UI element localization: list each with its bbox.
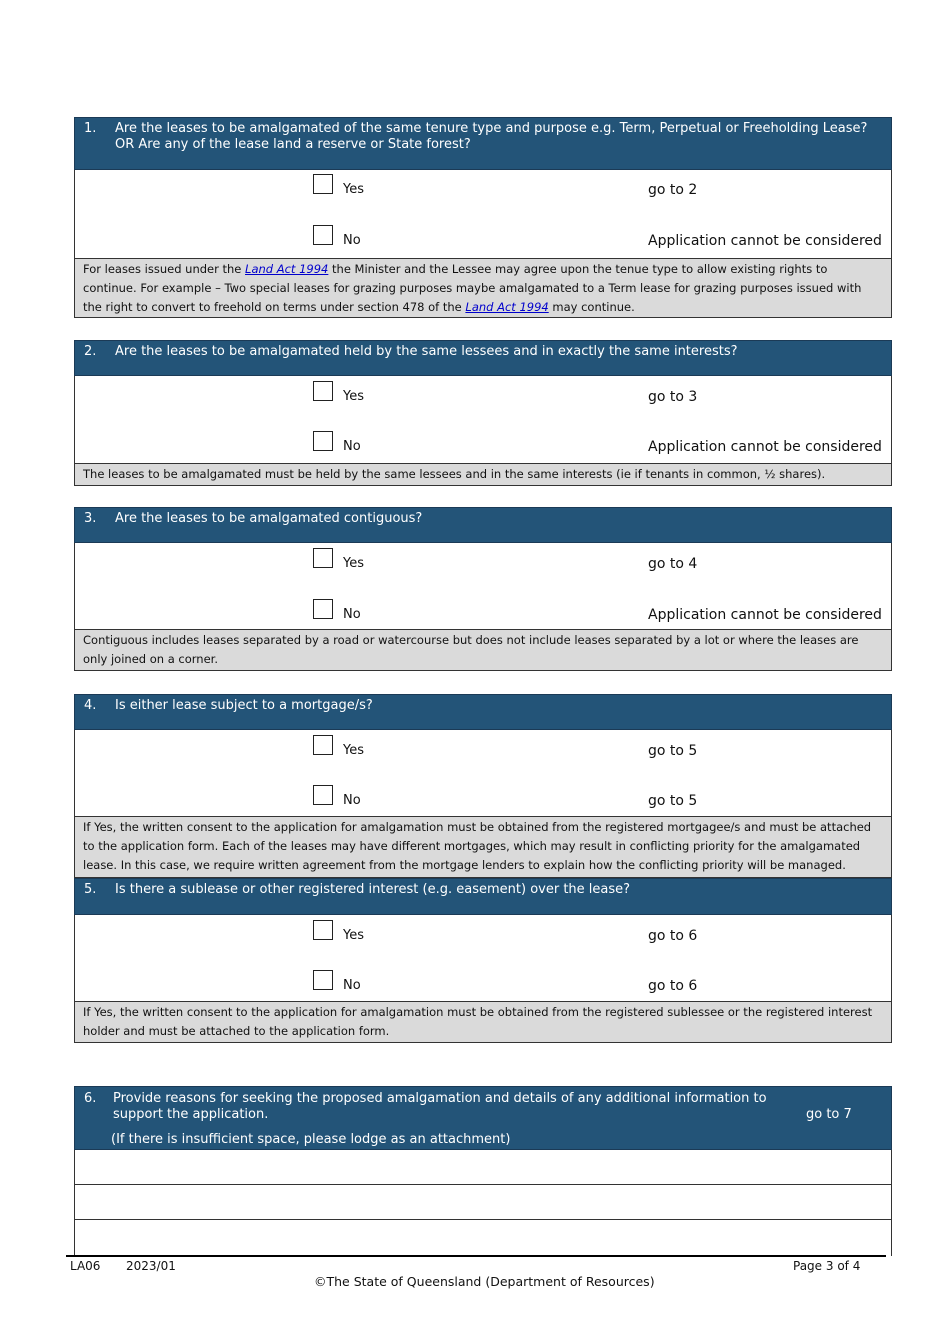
question-number: 1.	[84, 121, 97, 136]
yes-action: go to 4	[648, 556, 698, 572]
question-4	[74, 694, 892, 878]
yes-checkbox[interactable]	[313, 548, 333, 568]
answer-line-2[interactable]	[74, 1185, 892, 1220]
footer-form-code: LA06	[70, 1259, 101, 1273]
question-6-subtext: (If there is insufficient space, please lodge as an attachment)	[111, 1132, 511, 1147]
question-5-header	[74, 878, 892, 915]
option-yes	[75, 174, 891, 200]
question-3-header	[74, 507, 892, 543]
question-2	[74, 340, 892, 486]
no-label: No	[343, 793, 361, 808]
no-checkbox[interactable]	[313, 599, 333, 619]
question-number: 3.	[84, 511, 97, 526]
option-no	[75, 431, 891, 457]
question-4-header	[74, 694, 892, 730]
footer-page-number: Page 3 of 4	[793, 1259, 861, 1273]
option-yes	[75, 735, 891, 761]
no-action: Application cannot be considered	[648, 607, 882, 623]
question-1-header	[74, 117, 892, 170]
yes-label: Yes	[343, 182, 364, 197]
question-text: Is either lease subject to a mortgage/s?	[115, 698, 373, 713]
no-checkbox[interactable]	[313, 970, 333, 990]
yes-action: go to 6	[648, 928, 698, 944]
question-5	[74, 878, 892, 1043]
question-1	[74, 117, 892, 318]
no-checkbox[interactable]	[313, 225, 333, 245]
land-act-link[interactable]: Land Act 1994	[465, 300, 549, 314]
question-1-options	[74, 170, 892, 258]
no-action: Application cannot be considered	[648, 233, 882, 249]
land-act-link[interactable]: Land Act 1994	[245, 262, 329, 276]
question-5-note: If Yes, the written consent to the application for amalgamation must be obtained from the registered sublessee or the registered interest holder and must be attached to the application form.	[74, 1001, 892, 1043]
answer-line-3[interactable]	[74, 1220, 892, 1256]
no-label: No	[343, 233, 361, 248]
question-text: Are the leases to be amalgamated contiguous?	[115, 511, 423, 526]
question-text: Are the leases to be amalgamated of the same tenure type and purpose e.g. Term, Perpetual or Freeholding Lease? OR Are any of the lease land a reserve or State forest?	[115, 121, 868, 152]
question-3	[74, 507, 892, 671]
question-5-options	[74, 915, 892, 1001]
question-2-note: The leases to be amalgamated must be held by the same lessees and in the same interests (ie if tenants in common, ½ shares).	[74, 463, 892, 486]
question-6-action: go to 7	[806, 1107, 852, 1122]
yes-action: go to 2	[648, 182, 698, 198]
no-action: go to 6	[648, 978, 698, 994]
yes-checkbox[interactable]	[313, 920, 333, 940]
no-label: No	[343, 439, 361, 454]
question-4-note: If Yes, the written consent to the application for amalgamation must be obtained from the registered mortgagee/s and must be attached to the application form. Each of the leases may have different mortgages, which may result in conflicting priority for the amalgamated lease. In this case, we require written agreement from the mortgage lenders to explain how the conflicting priority will be managed.	[74, 816, 892, 878]
footer-copyright: ©The State of Queensland (Department of Resources)	[314, 1274, 655, 1289]
option-no	[75, 785, 891, 811]
question-3-note: Contiguous includes leases separated by a road or watercourse but does not include leases separated by a lot or where the leases are only joined on a corner.	[74, 629, 892, 671]
question-6	[74, 1086, 892, 1256]
option-yes	[75, 548, 891, 574]
question-2-header	[74, 340, 892, 376]
yes-checkbox[interactable]	[313, 381, 333, 401]
footer-version: 2023/01	[126, 1259, 176, 1273]
option-yes	[75, 381, 891, 407]
yes-label: Yes	[343, 928, 364, 943]
yes-label: Yes	[343, 389, 364, 404]
question-text: Is there a sublease or other registered interest (e.g. easement) over the lease?	[115, 882, 631, 897]
option-no	[75, 599, 891, 625]
yes-checkbox[interactable]	[313, 735, 333, 755]
yes-action: go to 3	[648, 389, 698, 405]
yes-checkbox[interactable]	[313, 174, 333, 194]
no-label: No	[343, 978, 361, 993]
question-3-options	[74, 543, 892, 629]
option-yes	[75, 920, 891, 946]
question-number: 4.	[84, 698, 97, 713]
question-text: Provide reasons for seeking the proposed amalgamation and details of any additional information to support the application.	[113, 1091, 767, 1122]
footer-rule	[66, 1255, 886, 1257]
question-number: 6.	[84, 1091, 97, 1106]
question-1-note: For leases issued under the Land Act 1994 the Minister and the Lessee may agree upon the tenue type to allow existing rights to continue. For example – Two special leases for grazing purposes maybe amalgamated to a Term lease for grazing purposes issued with the right to convert to freehold on terms under section 478 of the Land Act 1994 may continue.	[74, 258, 892, 318]
answer-line-1[interactable]	[74, 1150, 892, 1185]
yes-label: Yes	[343, 556, 364, 571]
yes-action: go to 5	[648, 743, 698, 759]
option-no	[75, 225, 891, 251]
no-action: go to 5	[648, 793, 698, 809]
no-action: Application cannot be considered	[648, 439, 882, 455]
question-6-header	[74, 1086, 892, 1150]
no-checkbox[interactable]	[313, 431, 333, 451]
question-2-options	[74, 376, 892, 463]
no-label: No	[343, 607, 361, 622]
option-no	[75, 970, 891, 996]
question-number: 5.	[84, 882, 97, 897]
question-text: Are the leases to be amalgamated held by the same lessees and in exactly the same interests?	[115, 344, 738, 359]
question-4-options	[74, 730, 892, 816]
yes-label: Yes	[343, 743, 364, 758]
no-checkbox[interactable]	[313, 785, 333, 805]
question-number: 2.	[84, 344, 97, 359]
